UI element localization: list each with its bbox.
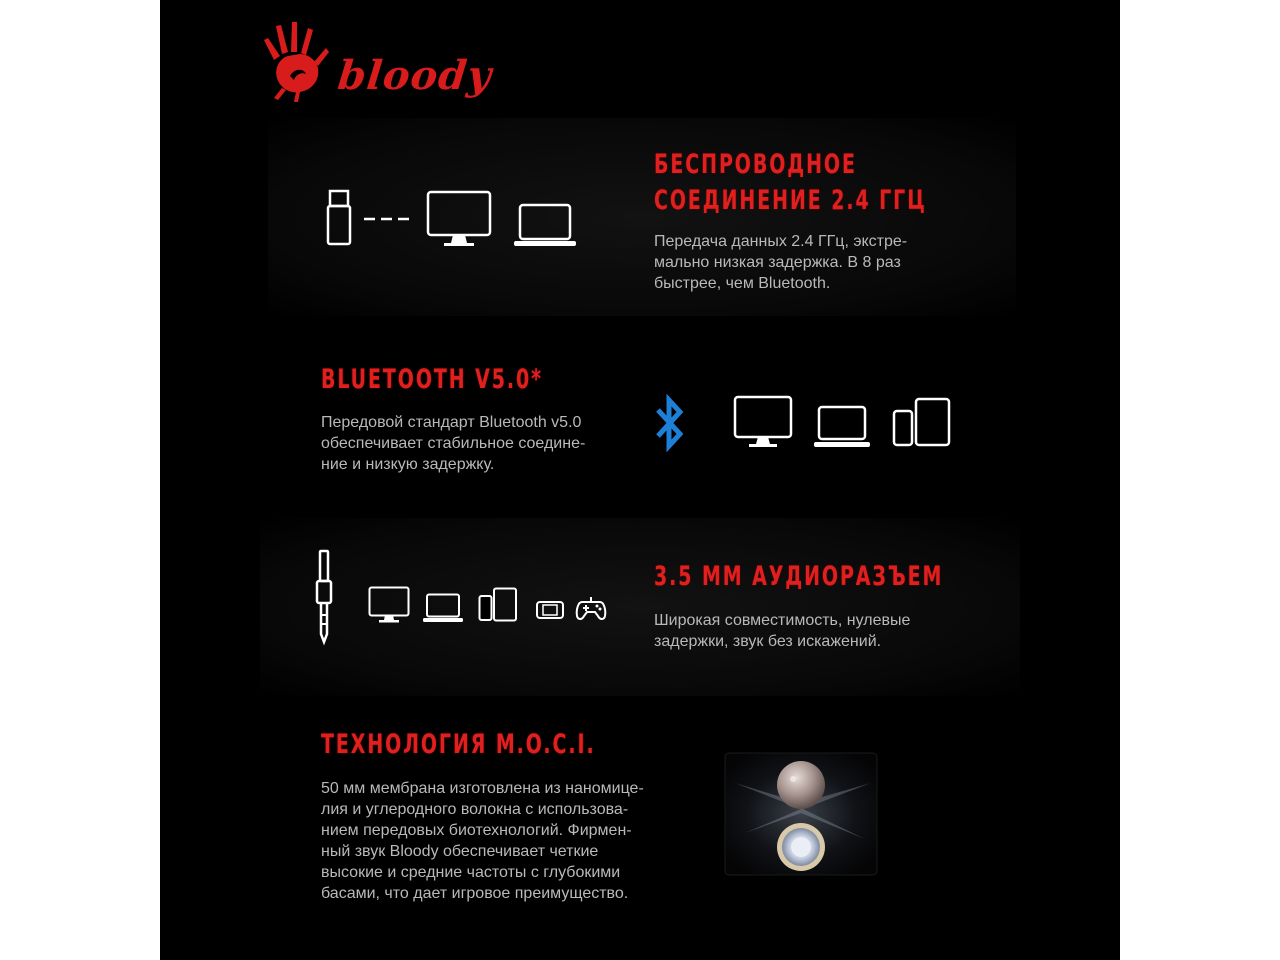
usb-dongle-icon	[326, 190, 352, 246]
section-description-bluetooth: Передовой стандарт Bluetooth v5.0 обеспечивает стабильное соедине- ние и низкую задержку.	[321, 414, 586, 473]
phone-tablet-icon	[892, 397, 952, 449]
handheld-console-icon	[536, 600, 564, 620]
audio-jack-icon	[316, 550, 332, 644]
monitor-icon	[368, 586, 410, 624]
dashed-link-icon	[364, 217, 410, 221]
monitor-icon	[733, 395, 793, 449]
phone-tablet-icon	[478, 587, 518, 623]
bloody-logo	[260, 18, 495, 106]
monitor-icon	[426, 190, 492, 248]
bluetooth-icon	[654, 396, 686, 450]
section-title-bluetooth: BLUETOOTH V5.0*	[321, 364, 543, 395]
speaker-driver-image	[725, 753, 877, 875]
bloody-hand-icon	[260, 18, 330, 103]
section-description-wireless: Передача данных 2.4 ГГц, экстре- мально низкая задержка. В 8 раз быстрее, чем Bluetooth.	[654, 233, 908, 292]
section-title-moci: ТЕХНОЛОГИЯ M.O.C.I.	[321, 729, 596, 760]
section-title-wireless: БЕСПРОВОДНОЕ СОЕДИНЕНИЕ 2.4 ГГЦ	[654, 149, 927, 216]
laptop-icon	[423, 593, 463, 623]
gamepad-icon	[576, 596, 606, 622]
laptop-icon	[514, 203, 576, 247]
section-title-audio-jack: 3.5 ММ АУДИОРАЗЪЕМ	[654, 561, 944, 592]
product-feature-sheet	[160, 0, 1120, 960]
section-description-audio-jack: Широкая совместимость, нулевые задержки, звук без искажений.	[654, 612, 911, 650]
section-description-moci: 50 мм мембрана изготовлена из наномице- лия и углеродного волокна с использова- нием передовых биотехнологий. Фирмен- ный звук Bloody обеспечивает четкие высокие и средние частоты с глубокими басами, что дает игровое преимущество.	[321, 780, 644, 902]
laptop-icon	[814, 405, 870, 449]
brand-wordmark: bloody	[335, 52, 495, 99]
